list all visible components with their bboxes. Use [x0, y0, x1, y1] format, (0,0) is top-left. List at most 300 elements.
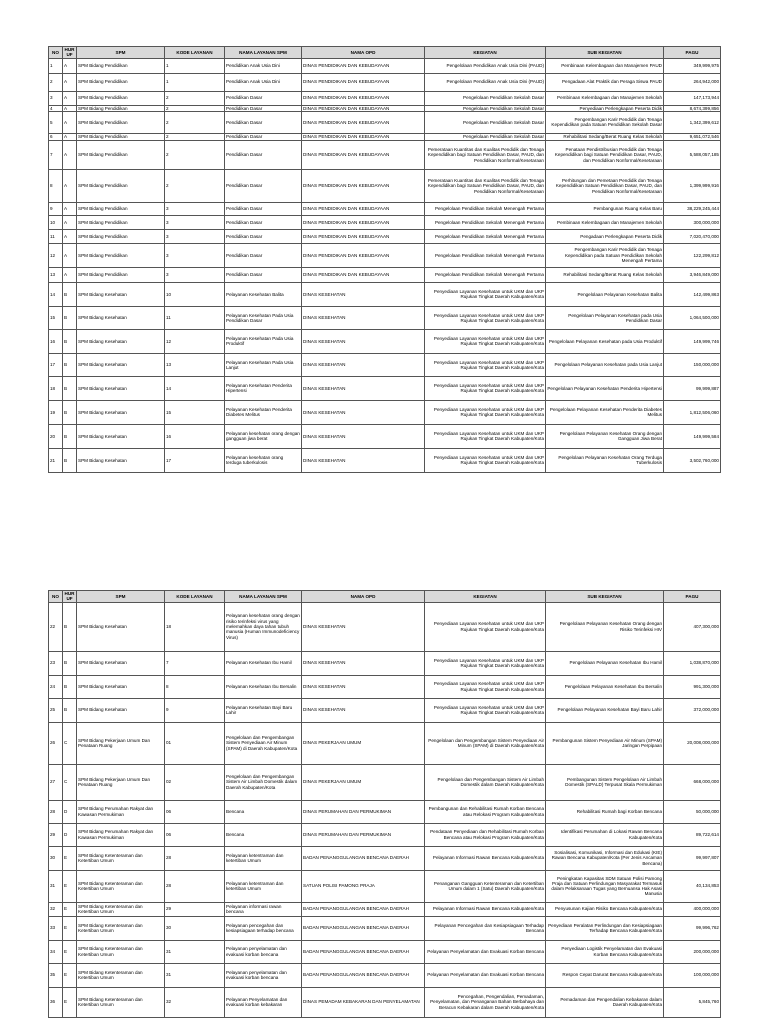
- cell-spm: SPM Bidang Ketenteraman dan Ketertiban Umum: [77, 916, 165, 940]
- cell-pagu: 1,342,399,612: [664, 111, 721, 133]
- cell-nama-opd: DINAS KESEHATAN: [302, 651, 425, 675]
- header-huruf: HURUF: [63, 591, 77, 603]
- table-row: [49, 987, 721, 1017]
- cell-kegiatan: Pelayanan Informasi Rawan Bencana Kabupaten/Kota: [425, 902, 546, 916]
- table-row: [49, 846, 721, 870]
- cell-nama-opd: DINAS PENDIDIKAN DAN KEBUDAYAAN: [302, 169, 425, 202]
- table-row: [49, 306, 721, 329]
- cell-nama-opd: DINAS KESEHATAN: [302, 353, 425, 376]
- cell-kegiatan: Penanganan Gangguan Ketenteraman dan Ketertiban Umum dalam 1 (Satu) Daerah Kabupaten/Kota: [425, 870, 546, 902]
- cell-nama-layanan: Pelayanan Kesehatan Pada Usia Lanjut: [225, 353, 302, 376]
- cell-nama-opd: DINAS KESEHATAN: [302, 448, 425, 472]
- cell-kegiatan: Pengelolaan Pendidikan Sekolah Dasar: [425, 91, 546, 105]
- cell-nama-layanan: Pelayanan penyelamatan dan evakuasi korban bencana: [225, 963, 302, 987]
- cell-kegiatan: Pelayanan Penyelamatan dan Evakuasi Korban Bencana: [425, 963, 546, 987]
- cell-spm: SPM Bidang Kesehatan: [77, 698, 165, 722]
- table-row: [49, 651, 721, 675]
- cell-nama-opd: DINAS PENDIDIKAN DAN KEBUDAYAAN: [302, 267, 425, 282]
- cell-sub-kegiatan: Pengelolaan Pelayanan Kesehatan Ibu Bersalin: [546, 675, 664, 698]
- cell-huruf: B: [63, 400, 77, 424]
- cell-no: 36: [49, 987, 63, 1017]
- table-row: [49, 169, 721, 202]
- table-row: [49, 267, 721, 282]
- cell-pagu: 100,000,000: [664, 963, 721, 987]
- cell-spm: SPM Bidang Pendidikan: [77, 91, 165, 105]
- table-row: [49, 243, 721, 267]
- cell-spm: SPM Bidang Pendidikan: [77, 267, 165, 282]
- cell-huruf: B: [63, 282, 77, 306]
- table-row: [49, 722, 721, 764]
- cell-sub-kegiatan: Peningkatan Kapasitas SDM Satuan Polisi Pamong Praja dan Satuan Perlindungan Masyarakat Termasuk dalam Pelaksanaan Tugas yang Bernuansa Hak Asasi Manusia: [546, 870, 664, 902]
- cell-nama-layanan: Pelayanan Kesehatan Bayi Baru Lahir: [225, 698, 302, 722]
- cell-nama-layanan: Pelayanan Kesehatan Ibu Hamil: [225, 651, 302, 675]
- cell-no: 6: [49, 133, 63, 140]
- cell-nama-layanan: Pelayanan Kesehatan Pada Usia Produktif: [225, 329, 302, 353]
- cell-nama-opd: BADAN PENANGGULANGAN BENCANA DAERAH: [302, 916, 425, 940]
- cell-spm: SPM Bidang Pendidikan: [77, 215, 165, 229]
- cell-sub-kegiatan: Penyusunan Kajian Risiko Bencana Kabupaten/Kota: [546, 902, 664, 916]
- cell-no: 23: [49, 651, 63, 675]
- table-row: [49, 140, 721, 169]
- cell-kegiatan: Pengelolaan Pendidikan Sekolah Dasar: [425, 133, 546, 140]
- cell-spm: SPM Bidang Kesehatan: [77, 282, 165, 306]
- cell-kegiatan: Pengelolaan dan Pengembangan Sistem Penyediaan Air Minum (SPAM) di Daerah Kabupaten/Kota: [425, 722, 546, 764]
- cell-pagu: 264,942,000: [664, 73, 721, 91]
- cell-spm: SPM Bidang Pendidikan: [77, 105, 165, 111]
- cell-nama-layanan: Pendidikan Dasar: [225, 267, 302, 282]
- cell-no: 10: [49, 215, 63, 229]
- cell-kegiatan: Penyediaan Layanan Kesehatan untuk UKM dan UKP Rujukan Tingkat Daerah Kabupaten/Kota: [425, 424, 546, 448]
- cell-sub-kegiatan: Pembangunan Ruang Kelas Baru: [546, 202, 664, 215]
- table-row: [49, 215, 721, 229]
- cell-pagu: 89,722,614: [664, 823, 721, 846]
- cell-sub-kegiatan: Pengadaan Alat Praktik dan Peraga Siswa PAUD: [546, 73, 664, 91]
- cell-nama-opd: DINAS PEKERJAAN UMUM: [302, 722, 425, 764]
- cell-nama-opd: BADAN PENANGGULANGAN BENCANA DAERAH: [302, 963, 425, 987]
- cell-pagu: 147,173,944: [664, 91, 721, 105]
- cell-sub-kegiatan: Penataan Pendistribusian Pendidik dan Tenaga Kependidikan bagi Satuan Pendidikan Dasar, PAUD, dan Pendidikan Nonformal/Kesetaraan: [546, 140, 664, 169]
- cell-huruf: B: [63, 353, 77, 376]
- cell-kode-layanan: 3: [165, 215, 225, 229]
- cell-no: 31: [49, 870, 63, 902]
- cell-huruf: E: [63, 916, 77, 940]
- header-sub-kegiatan: SUB KEGIATAN: [546, 591, 664, 603]
- cell-huruf: B: [63, 306, 77, 329]
- cell-spm: SPM Bidang Perumahan Rakyat dan Kawasan Permukiman: [77, 823, 165, 846]
- cell-huruf: A: [63, 73, 77, 91]
- table-row: [49, 133, 721, 140]
- cell-no: 14: [49, 282, 63, 306]
- cell-nama-opd: DINAS KESEHATAN: [302, 698, 425, 722]
- cell-sub-kegiatan: Pengelolaan Pelayanan Kesehatan pada Usia Pendidikan Dasar: [546, 306, 664, 329]
- cell-no: 1: [49, 58, 63, 73]
- table-row: [49, 448, 721, 472]
- cell-spm: SPM Bidang Kesehatan: [77, 376, 165, 400]
- cell-kegiatan: Pengelolaan Pendidikan Anak Usia Dini (PAUD): [425, 58, 546, 73]
- cell-pagu: 5,588,057,185: [664, 140, 721, 169]
- cell-pagu: 400,000,000: [664, 902, 721, 916]
- table-row: [49, 698, 721, 722]
- cell-huruf: E: [63, 987, 77, 1017]
- cell-kode-layanan: 30: [165, 916, 225, 940]
- cell-no: 17: [49, 353, 63, 376]
- header-kegiatan: KEGIATAN: [425, 591, 546, 603]
- table-row: [49, 400, 721, 424]
- cell-spm: SPM Bidang Kesehatan: [77, 651, 165, 675]
- cell-kode-layanan: 06: [165, 800, 225, 823]
- cell-spm: SPM Bidang Pendidikan: [77, 111, 165, 133]
- cell-sub-kegiatan: Penyediaan Peralatan Perlindungan dan Kesiapsiagaan Terhadap Bencana Kabupaten/Kota: [546, 916, 664, 940]
- cell-sub-kegiatan: Pemadaman dan Pengendalian Kebakaran dalam Daerah Kabupaten/Kota: [546, 987, 664, 1017]
- cell-nama-opd: DINAS PERUMAHAN DAN PERMUKIMAN: [302, 823, 425, 846]
- cell-kode-layanan: 9: [165, 698, 225, 722]
- cell-sub-kegiatan: Pengelolaan Pelayanan Kesehatan Penderita Hipertensi: [546, 376, 664, 400]
- cell-huruf: A: [63, 133, 77, 140]
- cell-pagu: 40,134,853: [664, 870, 721, 902]
- header-nama-opd: NAMA OPD: [302, 47, 425, 59]
- cell-no: 5: [49, 111, 63, 133]
- table-row: [49, 202, 721, 215]
- header-nama-layanan: NAMA LAYANAN SPM: [225, 591, 302, 603]
- cell-no: 3: [49, 91, 63, 105]
- cell-nama-layanan: Pengelolaan dan Pengembangan Sistem Penyediaan Air Minum (SPAM) di Daerah Kabupaten/Kota: [225, 722, 302, 764]
- cell-no: 22: [49, 602, 63, 651]
- cell-pagu: 3,502,760,000: [664, 448, 721, 472]
- cell-pagu: 8,674,399,856: [664, 105, 721, 111]
- cell-no: 34: [49, 940, 63, 963]
- cell-nama-layanan: Pendidikan Dasar: [225, 105, 302, 111]
- table-row: [49, 58, 721, 73]
- cell-kegiatan: Penyediaan Layanan Kesehatan untuk UKM dan UKP Rujukan Tingkat Daerah Kabupaten/Kota: [425, 651, 546, 675]
- cell-huruf: E: [63, 846, 77, 870]
- cell-no: 29: [49, 823, 63, 846]
- cell-nama-layanan: Pelayanan kesehatan orang terduga tuberkulosis: [225, 448, 302, 472]
- cell-kode-layanan: 2: [165, 169, 225, 202]
- cell-nama-layanan: Pelayanan Penyelamatan dan evakuasi korban kebakaran: [225, 987, 302, 1017]
- cell-sub-kegiatan: Pengelolaan Pelayanan Kesehatan Balita: [546, 282, 664, 306]
- cell-pagu: 3,946,849,000: [664, 267, 721, 282]
- cell-nama-layanan: Pendidikan Dasar: [225, 243, 302, 267]
- cell-kegiatan: Penyediaan Layanan Kesehatan untuk UKM dan UKP Rujukan Tingkat Daerah Kabupaten/Kota: [425, 376, 546, 400]
- cell-no: 21: [49, 448, 63, 472]
- cell-kegiatan: Pengelolaan Pendidikan Sekolah Menengah Pertama: [425, 267, 546, 282]
- table-row: [49, 329, 721, 353]
- cell-kode-layanan: 7: [165, 651, 225, 675]
- cell-sub-kegiatan: Pengelolaan Pelayanan Kesehatan pada Usia Produktif: [546, 329, 664, 353]
- cell-huruf: B: [63, 329, 77, 353]
- cell-kegiatan: Pelayanan Informasi Rawan Bencana Kabupaten/Kota: [425, 846, 546, 870]
- cell-kegiatan: Pencegahan, Pengendalian, Pemadaman, Penyelamatan, dan Penanganan Bahan Berbahaya dan Beracun Kebakaran dalam Daerah Kabupaten/Kota: [425, 987, 546, 1017]
- cell-kode-layanan: 28: [165, 870, 225, 902]
- cell-pagu: 122,299,812: [664, 243, 721, 267]
- cell-kode-layanan: 17: [165, 448, 225, 472]
- cell-nama-opd: DINAS PENDIDIKAN DAN KEBUDAYAAN: [302, 243, 425, 267]
- cell-pagu: 300,000,000: [664, 215, 721, 229]
- cell-no: 20: [49, 424, 63, 448]
- cell-huruf: B: [63, 448, 77, 472]
- cell-kode-layanan: 12: [165, 329, 225, 353]
- cell-kegiatan: Pengelolaan Pendidikan Sekolah Dasar: [425, 105, 546, 111]
- spm-table-page-2: [48, 590, 721, 1018]
- cell-kode-layanan: 31: [165, 940, 225, 963]
- cell-pagu: 991,300,000: [664, 675, 721, 698]
- cell-kegiatan: Pemerataan Kuantitas dan Kualitas Pendidik dan Tenaga Kependidikan bagi Satuan Pendidikan Dasar, PAUD, dan Pendidikan Nonformal/Kesetaraan: [425, 140, 546, 169]
- cell-nama-layanan: Pendidikan Dasar: [225, 229, 302, 243]
- cell-no: 9: [49, 202, 63, 215]
- cell-sub-kegiatan: Identifikasi Perumahan di Lokasi Rawan Bencana Kabupaten/Kota: [546, 823, 664, 846]
- cell-kegiatan: Pendataan Penyediaan dan Rehabilitasi Rumah Korban Bencana atau Relokasi Program Kabupaten/Kota: [425, 823, 546, 846]
- header-kode-layanan: KODE LAYANAN: [165, 591, 225, 603]
- header-nama-layanan: NAMA LAYANAN SPM: [225, 47, 302, 59]
- cell-nama-opd: DINAS KESEHATAN: [302, 329, 425, 353]
- cell-huruf: D: [63, 823, 77, 846]
- table-row: [49, 902, 721, 916]
- cell-kegiatan: Penyediaan Layanan Kesehatan untuk UKM dan UKP Rujukan Tingkat Daerah Kabupaten/Kota: [425, 353, 546, 376]
- cell-sub-kegiatan: Pembangunan Sistem Penyediaan Air Minum (SPAM) Jaringan Perpipaan: [546, 722, 664, 764]
- cell-nama-layanan: Pendidikan Dasar: [225, 202, 302, 215]
- cell-sub-kegiatan: Rehabilitasi Sedang/Berat Ruang Kelas Sekolah: [546, 267, 664, 282]
- cell-kode-layanan: 3: [165, 202, 225, 215]
- cell-nama-layanan: Pengelolaan dan Pengembangan Sistem Air Limbah Domestik dalam Daerah Kabupaten/Kota: [225, 764, 302, 800]
- cell-kode-layanan: 15: [165, 400, 225, 424]
- header-no: NO: [49, 47, 63, 59]
- cell-spm: SPM Bidang Pendidikan: [77, 229, 165, 243]
- cell-sub-kegiatan: Pengembangan Karir Pendidik dan Tenaga Kependidikan pada Satuan Pendidikan Sekolah Dasar: [546, 111, 664, 133]
- cell-pagu: 20,008,000,000: [664, 722, 721, 764]
- cell-no: 4: [49, 105, 63, 111]
- header-sub-kegiatan: SUB KEGIATAN: [546, 47, 664, 59]
- cell-huruf: B: [63, 651, 77, 675]
- cell-kode-layanan: 2: [165, 140, 225, 169]
- cell-kode-layanan: 3: [165, 243, 225, 267]
- cell-nama-layanan: Pelayanan Kesehatan Penderita Hipertensi: [225, 376, 302, 400]
- cell-huruf: C: [63, 764, 77, 800]
- cell-sub-kegiatan: Rehabilitasi Rumah bagi Korban Bencana: [546, 800, 664, 823]
- cell-no: 24: [49, 675, 63, 698]
- cell-spm: SPM Bidang Kesehatan: [77, 448, 165, 472]
- cell-spm: SPM Bidang Pendidikan: [77, 58, 165, 73]
- cell-nama-opd: DINAS PENDIDIKAN DAN KEBUDAYAAN: [302, 91, 425, 105]
- cell-spm: SPM Bidang Ketenteraman dan Ketertiban Umum: [77, 870, 165, 902]
- cell-no: 12: [49, 243, 63, 267]
- cell-huruf: C: [63, 722, 77, 764]
- cell-spm: SPM Bidang Kesehatan: [77, 400, 165, 424]
- header-huruf: HURUF: [63, 47, 77, 59]
- cell-nama-opd: DINAS KESEHATAN: [302, 602, 425, 651]
- cell-nama-layanan: Pendidikan Dasar: [225, 133, 302, 140]
- cell-nama-layanan: Pelayanan Kesehatan Pada Usia Pendidikan Dasar: [225, 306, 302, 329]
- cell-huruf: B: [63, 675, 77, 698]
- cell-pagu: 1,812,506,060: [664, 400, 721, 424]
- cell-kegiatan: Penyediaan Layanan Kesehatan untuk UKM dan UKP Rujukan Tingkat Daerah Kabupaten/Kota: [425, 675, 546, 698]
- cell-kode-layanan: 10: [165, 282, 225, 306]
- cell-huruf: A: [63, 202, 77, 215]
- cell-sub-kegiatan: Pengelolaan Pelayanan Kesehatan Orang dengan Risiko Terinfeksi HIV: [546, 602, 664, 651]
- cell-no: 18: [49, 376, 63, 400]
- table-row: [49, 870, 721, 902]
- cell-sub-kegiatan: Pengelolaan Pelayanan Kesehatan Bayi Baru Lahir: [546, 698, 664, 722]
- cell-spm: SPM Bidang Pendidikan: [77, 202, 165, 215]
- cell-nama-opd: DINAS KESEHATAN: [302, 675, 425, 698]
- cell-huruf: B: [63, 698, 77, 722]
- cell-kode-layanan: 3: [165, 267, 225, 282]
- cell-sub-kegiatan: Pengelolaan Pelayanan Kesehatan Ibu Hamil: [546, 651, 664, 675]
- cell-kegiatan: Pengelolaan Pendidikan Sekolah Menengah Pertama: [425, 215, 546, 229]
- cell-spm: SPM Bidang Kesehatan: [77, 602, 165, 651]
- cell-kode-layanan: 16: [165, 424, 225, 448]
- table-body: [49, 58, 721, 472]
- table-row: [49, 963, 721, 987]
- table-row: [49, 376, 721, 400]
- cell-nama-layanan: Pendidikan Dasar: [225, 91, 302, 105]
- cell-no: 16: [49, 329, 63, 353]
- cell-spm: SPM Bidang Ketenteraman dan Ketertiban Umum: [77, 902, 165, 916]
- cell-pagu: 1,064,500,000: [664, 306, 721, 329]
- cell-nama-opd: BADAN PENANGGULANGAN BENCANA DAERAH: [302, 902, 425, 916]
- cell-nama-layanan: Pelayanan Kesehatan Penderita Diabetes Melitus: [225, 400, 302, 424]
- cell-pagu: 5,845,760: [664, 987, 721, 1017]
- cell-nama-opd: DINAS KESEHATAN: [302, 400, 425, 424]
- cell-huruf: D: [63, 800, 77, 823]
- cell-no: 19: [49, 400, 63, 424]
- cell-kode-layanan: 01: [165, 722, 225, 764]
- cell-pagu: 149,999,746: [664, 329, 721, 353]
- cell-kegiatan: Pengelolaan Pendidikan Sekolah Dasar: [425, 111, 546, 133]
- cell-nama-opd: BADAN PENANGGULANGAN BENCANA DAERAH: [302, 940, 425, 963]
- header-kode-layanan: KODE LAYANAN: [165, 47, 225, 59]
- cell-no: 30: [49, 846, 63, 870]
- cell-nama-opd: SATUAN POLISI PAMONG PRAJA: [302, 870, 425, 902]
- cell-huruf: B: [63, 376, 77, 400]
- cell-nama-opd: BADAN PENANGGULANGAN BENCANA DAERAH: [302, 846, 425, 870]
- cell-spm: SPM Bidang Kesehatan: [77, 353, 165, 376]
- cell-sub-kegiatan: Pengadaan Perlengkapan Peserta Didik: [546, 229, 664, 243]
- cell-pagu: 99,999,887: [664, 376, 721, 400]
- cell-huruf: A: [63, 105, 77, 111]
- header-pagu: PAGU: [664, 47, 721, 59]
- cell-spm: SPM Bidang Perumahan Rakyat dan Kawasan Permukiman: [77, 800, 165, 823]
- cell-pagu: 99,996,762: [664, 916, 721, 940]
- cell-nama-opd: DINAS KESEHATAN: [302, 424, 425, 448]
- cell-no: 8: [49, 169, 63, 202]
- table-row: [49, 602, 721, 651]
- cell-nama-opd: DINAS PENDIDIKAN DAN KEBUDAYAAN: [302, 140, 425, 169]
- cell-huruf: A: [63, 140, 77, 169]
- cell-kegiatan: Pengelolaan Pendidikan Sekolah Menengah Pertama: [425, 202, 546, 215]
- cell-sub-kegiatan: Pengelolaan Pelayanan Kesehatan Penderita Diabetes Melitus: [546, 400, 664, 424]
- header-spm: SPM: [77, 47, 165, 59]
- cell-nama-opd: DINAS KESEHATAN: [302, 306, 425, 329]
- cell-pagu: 99,997,807: [664, 846, 721, 870]
- cell-huruf: A: [63, 229, 77, 243]
- header-spm: SPM: [77, 591, 165, 603]
- cell-huruf: A: [63, 58, 77, 73]
- cell-huruf: E: [63, 963, 77, 987]
- cell-pagu: 142,499,863: [664, 282, 721, 306]
- cell-no: 2: [49, 73, 63, 91]
- cell-no: 35: [49, 963, 63, 987]
- cell-spm: SPM Bidang Pendidikan: [77, 169, 165, 202]
- cell-no: 15: [49, 306, 63, 329]
- cell-sub-kegiatan: Penyediaan Perlengkapan Peserta Didik: [546, 105, 664, 111]
- cell-huruf: E: [63, 870, 77, 902]
- cell-spm: SPM Bidang Kesehatan: [77, 306, 165, 329]
- table-header: [49, 591, 721, 603]
- cell-kode-layanan: 8: [165, 675, 225, 698]
- cell-sub-kegiatan: Perhitungan dan Pemetaan Pendidik dan Tenaga Kependidikan Satuan Pendidikan Dasar, PAUD, dan Pendidikan Nonformal/Kesetaraan: [546, 169, 664, 202]
- cell-kode-layanan: 2: [165, 111, 225, 133]
- cell-huruf: A: [63, 215, 77, 229]
- cell-nama-layanan: Pendidikan Dasar: [225, 111, 302, 133]
- table-row: [49, 73, 721, 91]
- cell-huruf: A: [63, 91, 77, 105]
- cell-no: 25: [49, 698, 63, 722]
- cell-huruf: A: [63, 169, 77, 202]
- cell-nama-layanan: Pendidikan Anak Usia Dini: [225, 58, 302, 73]
- table-row: [49, 229, 721, 243]
- cell-kegiatan: Pengelolaan Pendidikan Sekolah Menengah Pertama: [425, 243, 546, 267]
- cell-huruf: E: [63, 902, 77, 916]
- table-row: [49, 353, 721, 376]
- cell-kode-layanan: 2: [165, 105, 225, 111]
- cell-sub-kegiatan: Pembinaan Kelembagaan dan Manajemen Sekolah: [546, 91, 664, 105]
- cell-nama-opd: DINAS PENDIDIKAN DAN KEBUDAYAAN: [302, 215, 425, 229]
- cell-nama-layanan: Pelayanan ketentraman dan ketertiban Umum: [225, 870, 302, 902]
- cell-spm: SPM Bidang Ketenteraman dan Ketertiban Umum: [77, 963, 165, 987]
- cell-kode-layanan: 3: [165, 229, 225, 243]
- cell-kegiatan: Pembangunan dan Rehabilitasi Rumah Korban Bencana atau Relokasi Program Kabupaten/Kota: [425, 800, 546, 823]
- cell-spm: SPM Bidang Kesehatan: [77, 675, 165, 698]
- table-header: [49, 47, 721, 59]
- table-row: [49, 940, 721, 963]
- cell-spm: SPM Bidang Pekerjaan Umum Dan Penataan Ruang: [77, 722, 165, 764]
- cell-no: 13: [49, 267, 63, 282]
- spm-table-page-1: [48, 46, 721, 473]
- cell-spm: SPM Bidang Pekerjaan Umum Dan Penataan Ruang: [77, 764, 165, 800]
- cell-kegiatan: Penyediaan Layanan Kesehatan untuk UKM dan UKP Rujukan Tingkat Daerah Kabupaten/Kota: [425, 602, 546, 651]
- cell-huruf: E: [63, 940, 77, 963]
- cell-spm: SPM Bidang Kesehatan: [77, 329, 165, 353]
- cell-kode-layanan: 1: [165, 73, 225, 91]
- cell-kode-layanan: 31: [165, 963, 225, 987]
- cell-pagu: 7,020,470,000: [664, 229, 721, 243]
- cell-nama-layanan: Pelayanan pencegahan dan kesiapsiagaan terhadap bencana: [225, 916, 302, 940]
- cell-pagu: 372,000,000: [664, 698, 721, 722]
- header-no: NO: [49, 591, 63, 603]
- cell-nama-opd: DINAS KESEHATAN: [302, 282, 425, 306]
- table-row: [49, 282, 721, 306]
- cell-spm: SPM Bidang Ketenteraman dan Ketertiban Umum: [77, 940, 165, 963]
- cell-kode-layanan: 2: [165, 133, 225, 140]
- cell-kode-layanan: 18: [165, 602, 225, 651]
- cell-huruf: A: [63, 243, 77, 267]
- cell-nama-layanan: Pendidikan Anak Usia Dini: [225, 73, 302, 91]
- cell-nama-layanan: Pendidikan Dasar: [225, 215, 302, 229]
- cell-nama-opd: DINAS PEMADAM KEBAKARAN DAN PENYELAMATAN: [302, 987, 425, 1017]
- cell-kode-layanan: 14: [165, 376, 225, 400]
- cell-nama-layanan: Pelayanan informasi rawan bencana: [225, 902, 302, 916]
- cell-nama-opd: DINAS PEKERJAAN UMUM: [302, 764, 425, 800]
- cell-pagu: 50,000,000: [664, 800, 721, 823]
- cell-spm: SPM Bidang Pendidikan: [77, 73, 165, 91]
- cell-kegiatan: Pelayanan Pencegahan dan Kesiapsiagaan Terhadap Bencana: [425, 916, 546, 940]
- cell-no: 33: [49, 916, 63, 940]
- cell-nama-opd: DINAS PENDIDIKAN DAN KEBUDAYAAN: [302, 229, 425, 243]
- cell-pagu: 149,999,584: [664, 424, 721, 448]
- cell-kode-layanan: 13: [165, 353, 225, 376]
- cell-nama-opd: DINAS KESEHATAN: [302, 376, 425, 400]
- cell-nama-layanan: Pendidikan Dasar: [225, 140, 302, 169]
